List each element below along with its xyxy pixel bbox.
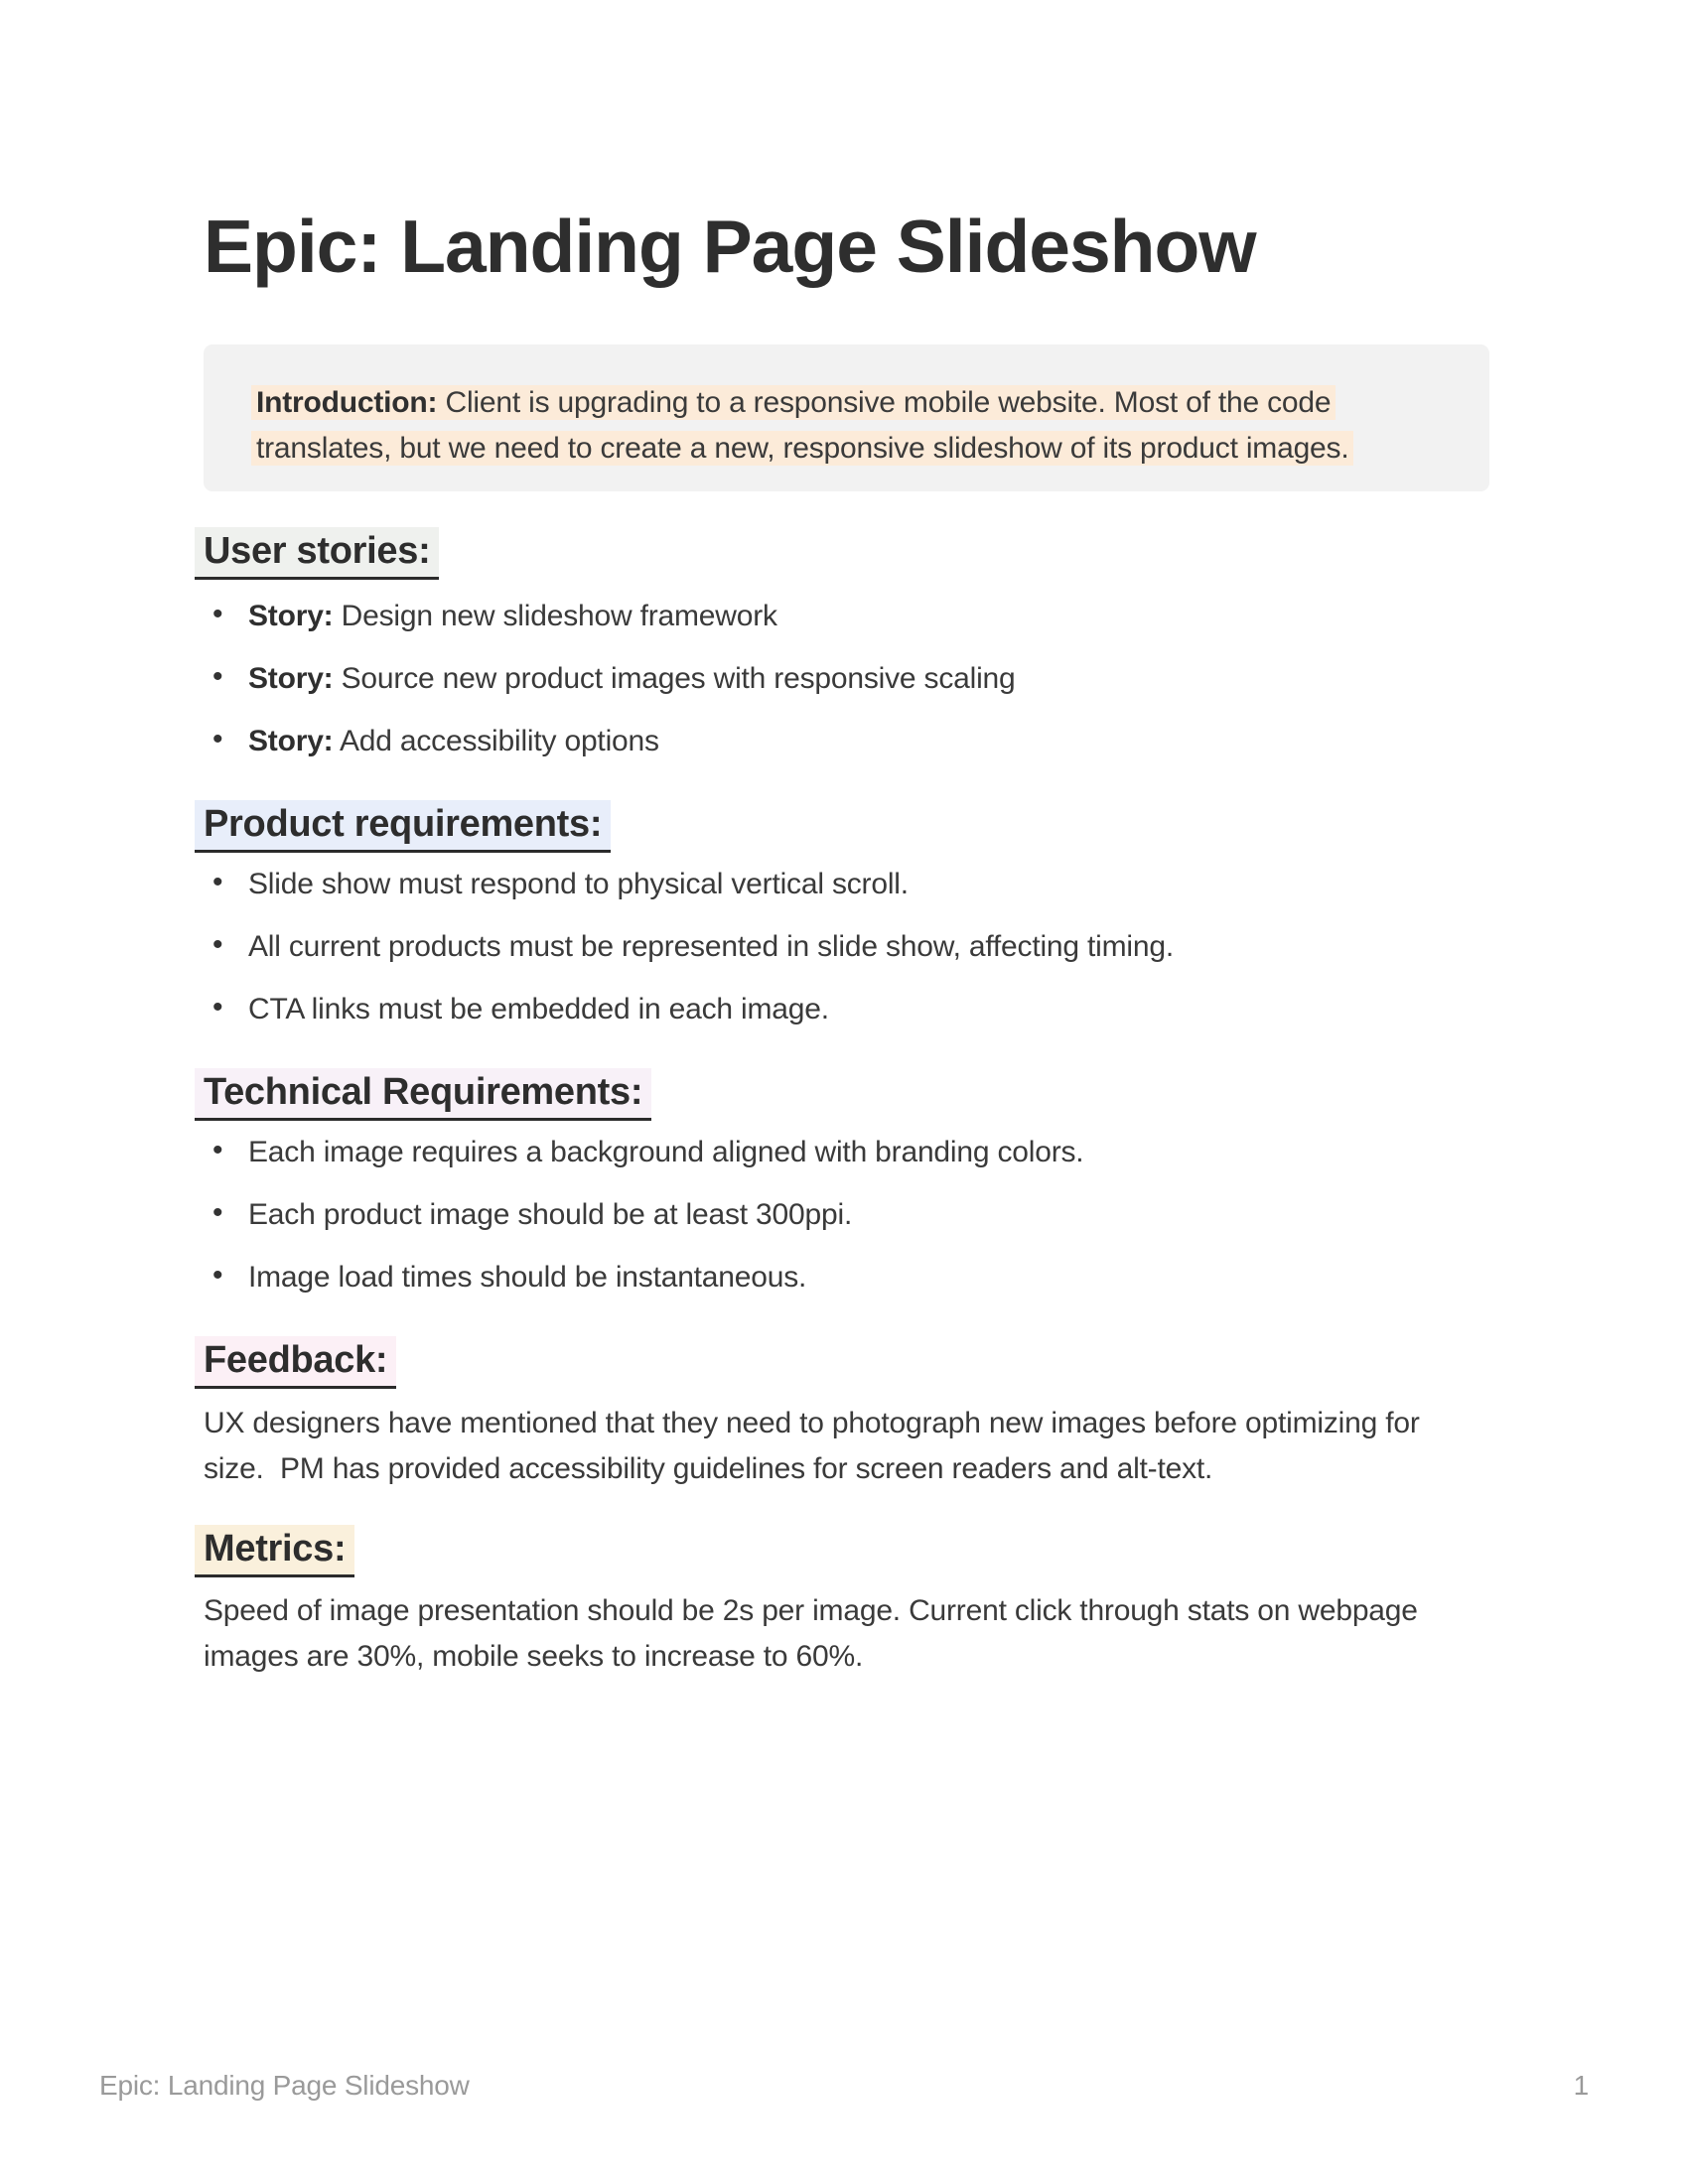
list-item [204,1137,1489,1168]
list-item [204,1199,1489,1231]
paragraph [204,1401,1489,1492]
introduction-line [251,380,1450,426]
bullet-text: Add accessibility options [333,725,659,757]
section-heading-feedback [204,1336,1489,1389]
page-footer [99,2071,1589,2101]
section-heading-metrics [204,1525,1489,1577]
highlighted-heading: Product requirements: [195,800,611,853]
list-item [204,663,1489,695]
highlighted-heading: Feedback: [195,1336,396,1389]
introduction-callout [204,344,1489,491]
footer-page-number: 1 [1573,2070,1589,2101]
bullet-text: Slide show must respond to physical vertical scroll. [248,868,909,900]
bullet-label: Story: [248,600,334,632]
bullet-text: Each image requires a background aligned with branding colors. [248,1136,1084,1168]
section-heading-user-stories [204,527,1489,580]
introduction-text: Client is upgrading to a responsive mobile website. Most of the code [437,386,1332,419]
bullet-label: Story: [248,725,334,757]
list-item [204,601,1489,632]
highlighted-text: translates, but we need to create a new, responsive slideshow of its product images. [251,431,1353,466]
list-item [204,931,1489,963]
section-heading-technical-requirements [204,1068,1489,1121]
bullet-text: Each product image should be at least 300ppi. [248,1198,853,1231]
bullet-list [204,1137,1489,1294]
paragraph [204,1588,1489,1680]
document-content [204,0,1489,1680]
section-metrics [204,1525,1489,1680]
section-product-requirements [204,800,1489,1025]
paragraph-line: UX designers have mentioned that they need to photograph new images before optimizing for [204,1407,1420,1439]
bullet-text: Image load times should be instantaneous. [248,1261,807,1294]
highlighted-heading: Technical Requirements: [195,1068,651,1121]
section-user-stories [204,527,1489,757]
introduction-label: Introduction: [256,386,438,419]
introduction-line [251,426,1450,472]
list-item [204,869,1489,900]
footer-document-title: Epic: Landing Page Slideshow [99,2070,470,2101]
highlighted-text [251,385,1336,420]
page-title: Epic: Landing Page Slideshow [204,205,1256,288]
bullet-text: Design new slideshow framework [333,600,777,632]
list-item [204,1262,1489,1294]
highlighted-heading: User stories: [195,527,439,580]
list-item [204,726,1489,757]
bullet-list [204,601,1489,757]
paragraph-line: size. PM has provided accessibility guidelines for screen readers and alt-text. [204,1452,1213,1485]
bullet-label: Story: [248,662,334,695]
section-technical-requirements [204,1068,1489,1294]
bullet-list [204,869,1489,1025]
bullet-text: Source new product images with responsive scaling [333,662,1016,695]
list-item [204,994,1489,1025]
section-feedback [204,1336,1489,1492]
section-heading-product-requirements [204,800,1489,853]
paragraph-line: Speed of image presentation should be 2s per image. Current click through stats on webpage [204,1594,1418,1627]
paragraph-line: images are 30%, mobile seeks to increase to 60%. [204,1640,864,1673]
bullet-text: CTA links must be embedded in each image. [248,993,829,1025]
highlighted-heading: Metrics: [195,1525,354,1577]
bullet-text: All current products must be represented in slide show, affecting timing. [248,930,1174,963]
